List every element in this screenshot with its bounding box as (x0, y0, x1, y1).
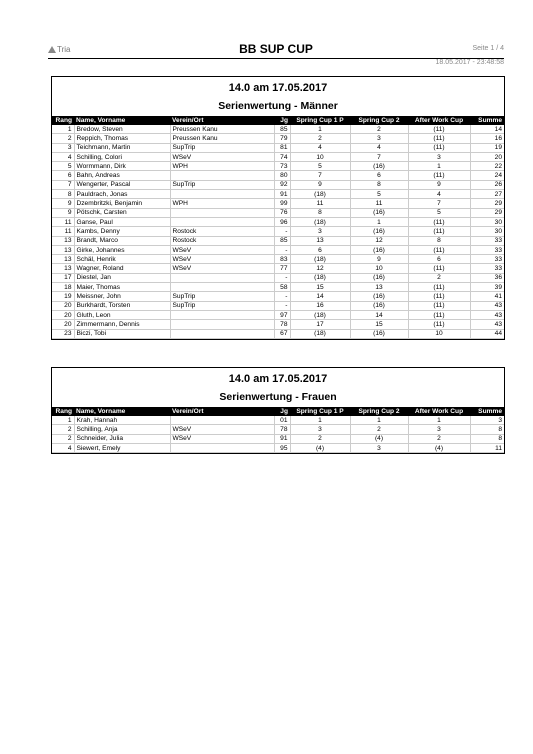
cell-summe: 44 (470, 329, 504, 338)
cell-summe: 36 (470, 273, 504, 282)
table-row (52, 292, 504, 301)
cell-spring-cup-2: (16) (350, 208, 408, 217)
cell-verein (170, 217, 274, 226)
cell-spring-cup-2: 3 (350, 443, 408, 452)
cell-after-work-cup: 1 (408, 162, 470, 171)
table-row (52, 134, 504, 143)
cell-spring-cup-2: (16) (350, 245, 408, 254)
men-section (51, 76, 505, 340)
cell-summe: 30 (470, 227, 504, 236)
cell-after-work-cup: 10 (408, 329, 470, 338)
cell-spring-cup-2: 5 (350, 190, 408, 199)
cell-after-work-cup: (11) (408, 320, 470, 329)
cell-summe: 11 (470, 443, 504, 452)
table-row (52, 255, 504, 264)
column-header-spring-cup-1: Spring Cup 1 P (290, 407, 350, 416)
column-header-spring-cup-2: Spring Cup 2 (350, 116, 408, 125)
page-number: Seite 1 / 4 (472, 45, 504, 52)
table-row (52, 171, 504, 180)
cell-spring-cup-2: (16) (350, 162, 408, 171)
cell-name: Bredow, Steven (74, 125, 170, 134)
cell-spring-cup-2: 14 (350, 310, 408, 319)
column-header-name: Name, Vorname (74, 407, 170, 416)
cell-verein (170, 283, 274, 292)
table-row (52, 208, 504, 217)
cell-verein: SupTrip (170, 143, 274, 152)
cell-summe: 29 (470, 199, 504, 208)
cell-rang: 7 (52, 180, 74, 189)
cell-rang: 2 (52, 134, 74, 143)
cell-rang: 20 (52, 301, 74, 310)
cell-rang: 4 (52, 152, 74, 161)
cell-jg: 79 (274, 134, 290, 143)
cell-summe: 26 (470, 180, 504, 189)
cell-spring-cup-1: 2 (290, 134, 350, 143)
cell-spring-cup-1: 10 (290, 152, 350, 161)
cell-rang: 17 (52, 273, 74, 282)
cell-rang: 13 (52, 255, 74, 264)
cell-after-work-cup: 2 (408, 273, 470, 282)
cell-jg: - (274, 227, 290, 236)
cell-spring-cup-2: (4) (350, 434, 408, 443)
cell-name: Girke, Johannes (74, 245, 170, 254)
cell-after-work-cup: 5 (408, 208, 470, 217)
cell-spring-cup-2: 7 (350, 152, 408, 161)
column-header-spring-cup-1: Spring Cup 1 P (290, 116, 350, 125)
cell-summe: 27 (470, 190, 504, 199)
cell-verein: WSeV (170, 425, 274, 434)
cell-summe: 20 (470, 152, 504, 161)
cell-name: Schilling, Anja (74, 425, 170, 434)
cell-rang: 18 (52, 283, 74, 292)
cell-name: Teichmann, Martin (74, 143, 170, 152)
cell-jg: 83 (274, 255, 290, 264)
cell-name: Gluth, Leon (74, 310, 170, 319)
page-title: BB SUP CUP (239, 42, 313, 56)
cell-spring-cup-1: 3 (290, 227, 350, 236)
cell-name: Kambs, Denny (74, 227, 170, 236)
cell-after-work-cup: 3 (408, 152, 470, 161)
cell-jg: 99 (274, 199, 290, 208)
table-row (52, 125, 504, 134)
cell-rang: 3 (52, 143, 74, 152)
cell-summe: 33 (470, 255, 504, 264)
cell-verein: WSeV (170, 264, 274, 273)
cell-spring-cup-1: 11 (290, 199, 350, 208)
table-row (52, 180, 504, 189)
cell-rang: 13 (52, 236, 74, 245)
cell-after-work-cup: 2 (408, 434, 470, 443)
table-row (52, 236, 504, 245)
cell-jg: 78 (274, 320, 290, 329)
cell-rang: 1 (52, 125, 74, 134)
cell-after-work-cup: (11) (408, 134, 470, 143)
column-header-jg: Jg (274, 116, 290, 125)
cell-name: Burkhardt, Torsten (74, 301, 170, 310)
cell-spring-cup-1: 15 (290, 283, 350, 292)
table-row (52, 329, 504, 338)
cell-spring-cup-1: 17 (290, 320, 350, 329)
cell-jg: 95 (274, 443, 290, 452)
cell-jg: - (274, 273, 290, 282)
cell-name: Brandt, Marco (74, 236, 170, 245)
section-subtitle: Serienwertung - Frauen (219, 391, 337, 403)
cell-jg: 76 (274, 208, 290, 217)
table-row (52, 143, 504, 152)
cell-name: Pauldrach, Jonas (74, 190, 170, 199)
cell-jg: 85 (274, 236, 290, 245)
cell-after-work-cup: (4) (408, 443, 470, 452)
cell-rang: 20 (52, 320, 74, 329)
table-header-row (52, 116, 504, 125)
cell-name: Schäl, Henrik (74, 255, 170, 264)
table-row (52, 227, 504, 236)
cell-summe: 3 (470, 416, 504, 425)
column-header-rang: Rang (52, 407, 74, 416)
column-header-after-work-cup: After Work Cup (408, 116, 470, 125)
cell-summe: 43 (470, 310, 504, 319)
cell-after-work-cup: (11) (408, 245, 470, 254)
cell-verein: SupTrip (170, 301, 274, 310)
cell-rang: 5 (52, 162, 74, 171)
cell-spring-cup-2: (16) (350, 273, 408, 282)
cell-name: Dzembritzki, Benjamin (74, 199, 170, 208)
timestamp: 18.05.2017 - 23:48:58 (435, 59, 504, 66)
cell-spring-cup-1: 5 (290, 162, 350, 171)
cell-spring-cup-1: 1 (290, 416, 350, 425)
column-header-after-work-cup: After Work Cup (408, 407, 470, 416)
column-header-summe: Summe (470, 407, 504, 416)
cell-spring-cup-1: 8 (290, 208, 350, 217)
cell-after-work-cup: (11) (408, 264, 470, 273)
table-row (52, 199, 504, 208)
table-row (52, 152, 504, 161)
cell-spring-cup-1: 7 (290, 171, 350, 180)
cell-spring-cup-2: (16) (350, 329, 408, 338)
cell-spring-cup-1: (18) (290, 273, 350, 282)
cell-summe: 43 (470, 301, 504, 310)
table-row (52, 245, 504, 254)
table-row (52, 273, 504, 282)
cell-spring-cup-2: 10 (350, 264, 408, 273)
cell-rang: 19 (52, 292, 74, 301)
cell-summe: 14 (470, 125, 504, 134)
cell-summe: 33 (470, 236, 504, 245)
cell-spring-cup-2: 15 (350, 320, 408, 329)
cell-spring-cup-2: 6 (350, 171, 408, 180)
cell-summe: 30 (470, 217, 504, 226)
cell-name: Wagner, Roland (74, 264, 170, 273)
table-row (52, 320, 504, 329)
cell-rang: 13 (52, 264, 74, 273)
cell-rang: 9 (52, 208, 74, 217)
table-row (52, 301, 504, 310)
cell-after-work-cup: 6 (408, 255, 470, 264)
cell-name: Reppich, Thomas (74, 134, 170, 143)
table-row (52, 443, 504, 452)
cell-verein (170, 329, 274, 338)
cell-verein (170, 273, 274, 282)
cell-summe: 24 (470, 171, 504, 180)
cell-verein (170, 190, 274, 199)
cell-spring-cup-1: 16 (290, 301, 350, 310)
cell-name: Pötschk, Carsten (74, 208, 170, 217)
cell-rang: 11 (52, 217, 74, 226)
event-title: 14.0 am 17.05.2017 (228, 373, 328, 385)
cell-after-work-cup: 9 (408, 180, 470, 189)
cell-spring-cup-2: 12 (350, 236, 408, 245)
cell-jg: 67 (274, 329, 290, 338)
cell-summe: 29 (470, 208, 504, 217)
cell-verein: SupTrip (170, 292, 274, 301)
column-header-spring-cup-2: Spring Cup 2 (350, 407, 408, 416)
cell-summe: 22 (470, 162, 504, 171)
cell-summe: 16 (470, 134, 504, 143)
cell-summe: 39 (470, 283, 504, 292)
cell-verein: SupTrip (170, 180, 274, 189)
cell-spring-cup-1: 6 (290, 245, 350, 254)
cell-spring-cup-1: 2 (290, 434, 350, 443)
cell-after-work-cup: (11) (408, 217, 470, 226)
cell-rang: 11 (52, 227, 74, 236)
cell-spring-cup-2: 1 (350, 416, 408, 425)
cell-verein: Rostock (170, 236, 274, 245)
cell-summe: 8 (470, 425, 504, 434)
table-row (52, 162, 504, 171)
cell-verein: WPH (170, 162, 274, 171)
cell-after-work-cup: (11) (408, 227, 470, 236)
cell-spring-cup-2: (16) (350, 227, 408, 236)
cell-rang: 2 (52, 425, 74, 434)
cell-verein: WSeV (170, 255, 274, 264)
cell-verein: WSeV (170, 434, 274, 443)
table-row (52, 434, 504, 443)
cell-spring-cup-1: (18) (290, 310, 350, 319)
cell-jg: 81 (274, 143, 290, 152)
cell-after-work-cup: 1 (408, 416, 470, 425)
cell-verein (170, 443, 274, 452)
cell-jg: 80 (274, 171, 290, 180)
cell-spring-cup-1: 9 (290, 180, 350, 189)
column-header-verein: Verein/Ort (170, 116, 274, 125)
cell-name: Wormmann, Dirk (74, 162, 170, 171)
cell-verein (170, 208, 274, 217)
cell-spring-cup-2: 1 (350, 217, 408, 226)
cell-verein: Preussen Kanu (170, 134, 274, 143)
cell-jg: 91 (274, 434, 290, 443)
cell-name: Maier, Thomas (74, 283, 170, 292)
cell-spring-cup-1: 12 (290, 264, 350, 273)
cell-jg: 85 (274, 125, 290, 134)
cell-after-work-cup: 8 (408, 236, 470, 245)
cell-verein (170, 416, 274, 425)
cell-name: Ganse, Paul (74, 217, 170, 226)
table-row (52, 425, 504, 434)
cell-verein: Rostock (170, 227, 274, 236)
column-header-verein: Verein/Ort (170, 407, 274, 416)
cell-summe: 19 (470, 143, 504, 152)
cell-jg: 96 (274, 217, 290, 226)
cell-after-work-cup: (11) (408, 301, 470, 310)
cell-spring-cup-2: 2 (350, 125, 408, 134)
cell-spring-cup-1: (18) (290, 255, 350, 264)
cell-jg: 01 (274, 416, 290, 425)
cell-spring-cup-1: (18) (290, 329, 350, 338)
cell-verein: Preussen Kanu (170, 125, 274, 134)
cell-summe: 41 (470, 292, 504, 301)
cell-jg: 92 (274, 180, 290, 189)
cell-spring-cup-1: 1 (290, 125, 350, 134)
cell-jg: - (274, 245, 290, 254)
column-header-rang: Rang (52, 116, 74, 125)
cell-jg: 91 (274, 190, 290, 199)
cell-after-work-cup: 7 (408, 199, 470, 208)
cell-verein: WSeV (170, 152, 274, 161)
cell-spring-cup-1: (4) (290, 443, 350, 452)
cell-rang: 4 (52, 443, 74, 452)
cell-rang: 13 (52, 245, 74, 254)
cell-summe: 33 (470, 245, 504, 254)
table-header-row (52, 407, 504, 416)
cell-name: Schilling, Colori (74, 152, 170, 161)
cell-name: Biczi, Tobi (74, 329, 170, 338)
cell-jg: 58 (274, 283, 290, 292)
cell-after-work-cup: 3 (408, 425, 470, 434)
cell-spring-cup-1: 3 (290, 425, 350, 434)
cell-spring-cup-2: 11 (350, 199, 408, 208)
column-header-summe: Summe (470, 116, 504, 125)
results-table (52, 407, 504, 453)
table-row (52, 416, 504, 425)
cell-jg: - (274, 301, 290, 310)
cell-after-work-cup: (11) (408, 143, 470, 152)
table-row (52, 310, 504, 319)
cell-rang: 6 (52, 171, 74, 180)
cell-rang: 20 (52, 310, 74, 319)
cell-name: Diestel, Jan (74, 273, 170, 282)
cell-verein: WPH (170, 199, 274, 208)
cell-spring-cup-1: 13 (290, 236, 350, 245)
cell-name: Wengerter, Pascal (74, 180, 170, 189)
table-row (52, 283, 504, 292)
cell-name: Zimmermann, Dennis (74, 320, 170, 329)
cell-spring-cup-1: 14 (290, 292, 350, 301)
cell-spring-cup-2: (16) (350, 301, 408, 310)
cell-rang: 23 (52, 329, 74, 338)
event-title: 14.0 am 17.05.2017 (228, 82, 328, 94)
cell-name: Krah, Hannah (74, 416, 170, 425)
cell-spring-cup-2: 9 (350, 255, 408, 264)
cell-jg: - (274, 292, 290, 301)
cell-name: Schneider, Julia (74, 434, 170, 443)
cell-verein (170, 171, 274, 180)
cell-jg: 97 (274, 310, 290, 319)
cell-verein (170, 320, 274, 329)
cell-spring-cup-2: 13 (350, 283, 408, 292)
women-section (51, 367, 505, 454)
cell-rang: 1 (52, 416, 74, 425)
cell-spring-cup-1: (18) (290, 190, 350, 199)
cell-jg: 77 (274, 264, 290, 273)
cell-spring-cup-2: 3 (350, 134, 408, 143)
cell-verein (170, 310, 274, 319)
cell-name: Meissner, John (74, 292, 170, 301)
cell-summe: 8 (470, 434, 504, 443)
column-header-jg: Jg (274, 407, 290, 416)
cell-spring-cup-2: 4 (350, 143, 408, 152)
cell-name: Bahn, Andreas (74, 171, 170, 180)
cell-jg: 73 (274, 162, 290, 171)
cell-after-work-cup: (11) (408, 310, 470, 319)
cell-spring-cup-1: (18) (290, 217, 350, 226)
cell-spring-cup-1: 4 (290, 143, 350, 152)
table-row (52, 190, 504, 199)
cell-verein: WSeV (170, 245, 274, 254)
section-subtitle: Serienwertung - Männer (218, 100, 338, 112)
cell-spring-cup-2: 8 (350, 180, 408, 189)
cell-rang: 2 (52, 434, 74, 443)
cell-rang: 8 (52, 190, 74, 199)
cell-summe: 33 (470, 264, 504, 273)
cell-name: Siewert, Emely (74, 443, 170, 452)
cell-spring-cup-2: (16) (350, 292, 408, 301)
table-row (52, 264, 504, 273)
cell-summe: 43 (470, 320, 504, 329)
cell-after-work-cup: (11) (408, 171, 470, 180)
cell-jg: 78 (274, 425, 290, 434)
results-table (52, 116, 504, 339)
cell-rang: 9 (52, 199, 74, 208)
cell-spring-cup-2: 2 (350, 425, 408, 434)
cell-after-work-cup: 4 (408, 190, 470, 199)
table-row (52, 217, 504, 226)
logo-text: Tria (57, 45, 71, 54)
cell-after-work-cup: (11) (408, 283, 470, 292)
cell-after-work-cup: (11) (408, 125, 470, 134)
cell-jg: 74 (274, 152, 290, 161)
cell-after-work-cup: (11) (408, 292, 470, 301)
column-header-name: Name, Vorname (74, 116, 170, 125)
